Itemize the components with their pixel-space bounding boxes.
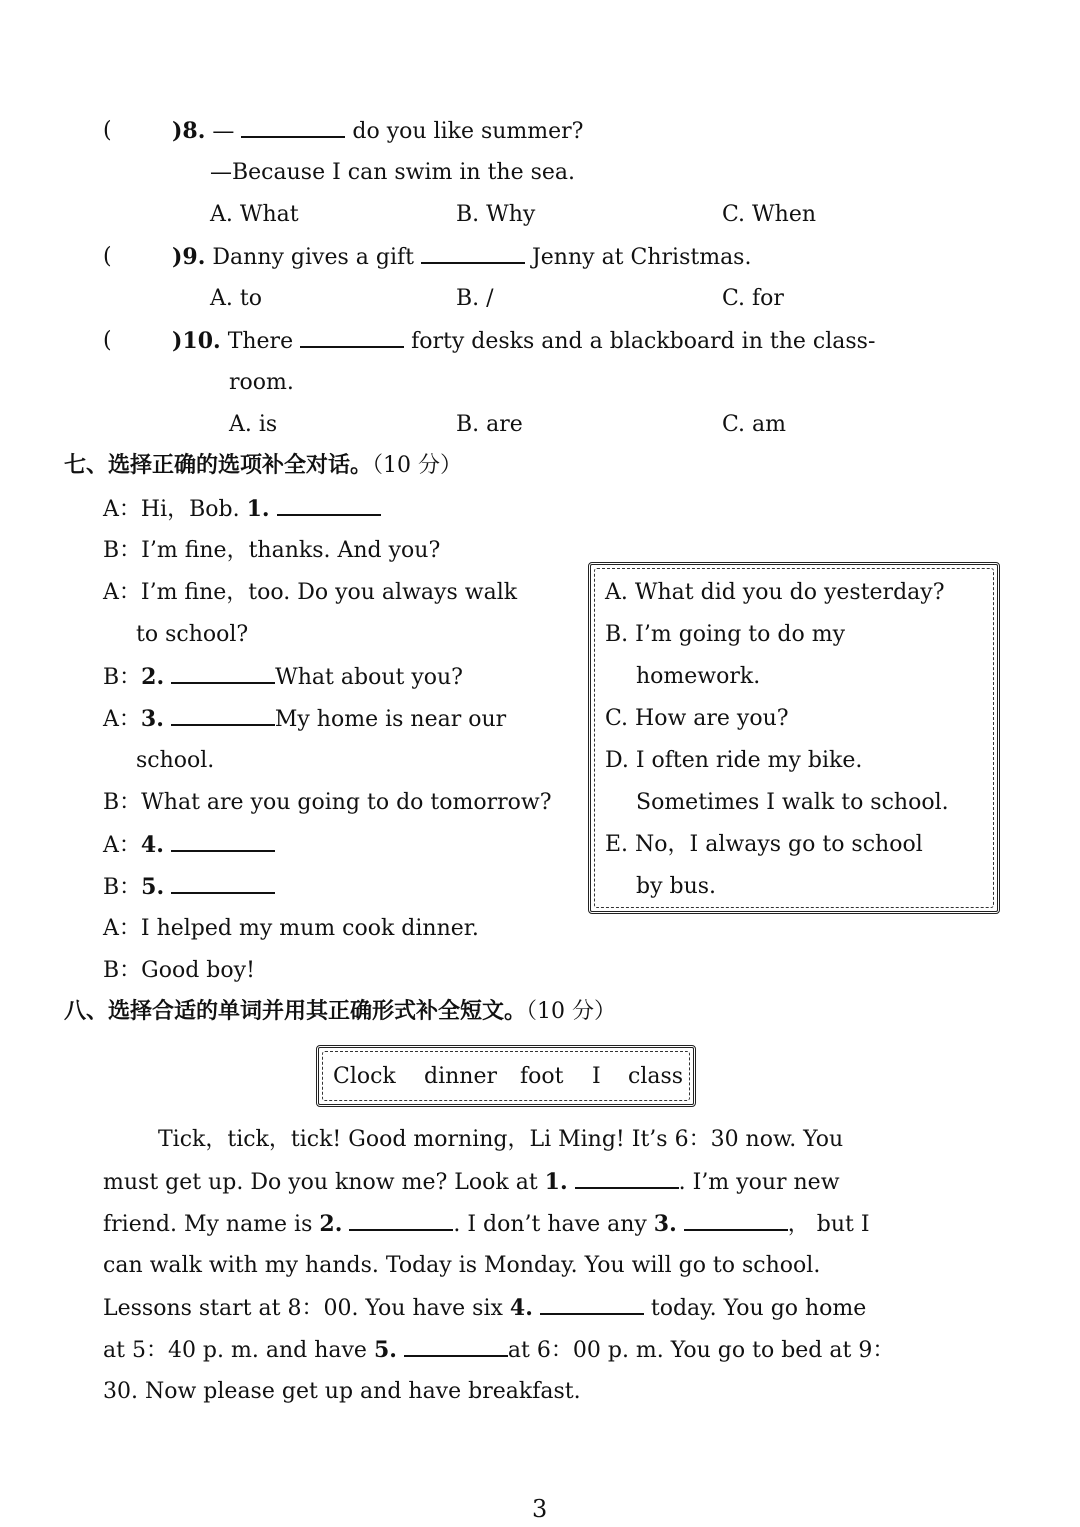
q9-number: )9. [172, 244, 206, 270]
q8-number: )8. [172, 118, 206, 144]
q10-stem-end: forty desks and a blackboard in the class- [411, 329, 876, 354]
dialogue-line-3: A：I’m fine，too. Do you always walk [103, 580, 518, 605]
options-box [588, 562, 1000, 914]
passage-line-3-mid: . I don’t have any [453, 1212, 647, 1237]
passage-blank-5[interactable] [404, 1354, 508, 1357]
section-7-heading [64, 455, 462, 477]
dialogue-blank-2-number: 2. [141, 664, 165, 690]
dialogue-line-9: A：I helped my mum cook dinner. [103, 916, 479, 941]
q10-option-c[interactable]: C. am [722, 412, 787, 437]
option-e-cont: by bus. [636, 874, 717, 899]
passage-line-7: 30. Now please get up and have breakfast. [103, 1379, 581, 1404]
q8-dash: — [212, 119, 235, 144]
q9-option-b[interactable]: B. / [456, 286, 494, 311]
passage-blank-1-number: 1. [544, 1169, 568, 1195]
dialogue-line-5 [103, 708, 506, 731]
dialogue-blank-4[interactable] [171, 849, 275, 852]
dialogue-line-5-text: My home is near our [274, 707, 507, 732]
passage-blank-3[interactable] [684, 1228, 788, 1231]
dialogue-line-4-speaker: B： [103, 665, 142, 690]
section-7-title: 七、选择正确的选项补全对话。 [64, 453, 373, 478]
q8-option-b[interactable]: B. Why [456, 202, 536, 227]
q8-blank[interactable] [241, 135, 345, 138]
dialogue-blank-2[interactable] [171, 681, 275, 684]
dialogue-blank-4-number: 4. [140, 832, 164, 858]
q8-option-c[interactable]: C. When [722, 202, 817, 227]
page-number: 3 [532, 1495, 548, 1523]
option-d[interactable]: D. I often ride my bike. [605, 748, 863, 773]
word-bank-clock: Clock [333, 1064, 396, 1089]
dialogue-line-6: B：What are you going to do tomorrow? [103, 790, 552, 815]
passage-line-5 [103, 1297, 866, 1320]
q9-option-a[interactable]: A. to [210, 286, 262, 311]
question-8 [172, 120, 583, 143]
dialogue-line-1 [103, 498, 381, 521]
section-8-title: 八、选择合适的单词并用其正确形式补全短文。 [64, 999, 527, 1024]
dialogue-line-2: B：I’m fine，thanks. And you? [103, 538, 441, 563]
q10-paren: ( [103, 328, 112, 353]
passage-line-6-start: at 5：40 p. m. and have [103, 1338, 367, 1363]
question-9 [172, 246, 751, 269]
passage-blank-1[interactable] [575, 1186, 679, 1189]
q9-option-c[interactable]: C. for [722, 286, 784, 311]
passage-line-5-start: Lessons start at 8：00. You have six [103, 1296, 503, 1321]
word-bank-foot: foot [520, 1064, 564, 1089]
q8-option-a[interactable]: A. What [210, 202, 299, 227]
q9-stem-end: Jenny at Christmas. [531, 245, 752, 270]
dialogue-blank-3[interactable] [171, 723, 275, 726]
passage-line-3-start: friend. My name is [103, 1212, 313, 1237]
dialogue-blank-5-number: 5. [141, 874, 165, 900]
passage-blank-5-number: 5. [373, 1337, 397, 1363]
dialogue-line-7 [103, 834, 275, 857]
passage-line-2 [103, 1171, 840, 1194]
dialogue-line-4 [103, 666, 463, 689]
q10-blank[interactable] [300, 345, 404, 348]
dialogue-line-10: B：Good boy! [103, 958, 255, 983]
passage-line-3 [103, 1213, 870, 1236]
q8-paren: ( [103, 118, 112, 143]
option-b-cont: homework. [636, 664, 761, 689]
q8-reply: —Because I can swim in the sea. [210, 160, 576, 185]
passage-blank-2[interactable] [349, 1228, 453, 1231]
question-10 [172, 330, 875, 353]
dialogue-line-5-speaker: A： [103, 707, 141, 732]
passage-line-2-end: . I’m your new [678, 1170, 840, 1195]
section-7-points: （10 分） [372, 453, 463, 478]
option-b[interactable]: B. I’m going to do my [605, 622, 845, 647]
q9-paren: ( [103, 244, 112, 269]
section-8-heading [64, 1001, 616, 1023]
q9-stem-start: Danny gives a gift [212, 245, 414, 270]
word-bank-i: I [592, 1064, 601, 1089]
q10-stem-cont: room. [229, 370, 294, 395]
section-8-points: （10 分） [526, 999, 617, 1024]
word-bank-class: class [628, 1064, 684, 1089]
dialogue-line-3-cont: to school? [136, 622, 249, 647]
dialogue-blank-3-number: 3. [140, 706, 164, 732]
passage-blank-4-number: 4. [509, 1295, 533, 1321]
passage-line-2-start: must get up. Do you know me? Look at [103, 1170, 538, 1195]
passage-blank-4[interactable] [540, 1312, 644, 1315]
passage-line-4: can walk with my hands. Today is Monday. You will go to school. [103, 1253, 821, 1278]
word-bank-dinner: dinner [424, 1064, 497, 1089]
passage-line-1: Tick，tick，tick! Good morning，Li Ming! It’s 6：30 now. You [158, 1127, 844, 1152]
q10-stem-start: There [227, 329, 294, 354]
passage-blank-3-number: 3. [653, 1211, 677, 1237]
option-d-cont: Sometimes I walk to school. [636, 790, 949, 815]
option-e[interactable]: E. No，I always go to school [605, 832, 923, 857]
q10-number: )10. [172, 328, 221, 354]
dialogue-line-8-speaker: B： [103, 875, 142, 900]
dialogue-line-5-cont: school. [136, 748, 215, 773]
q8-stem: do you like summer? [352, 119, 584, 144]
dialogue-line-1-text: A：Hi，Bob. [103, 497, 240, 522]
q10-option-b[interactable]: B. are [456, 412, 523, 437]
dialogue-blank-5[interactable] [171, 891, 275, 894]
dialogue-line-8 [103, 876, 275, 899]
passage-line-3-end: ， but I [787, 1212, 870, 1237]
option-c[interactable]: C. How are you? [605, 706, 789, 731]
q10-option-a[interactable]: A. is [229, 412, 278, 437]
dialogue-line-4-text: What about you? [275, 665, 463, 690]
dialogue-blank-1[interactable] [277, 513, 381, 516]
passage-line-6 [103, 1339, 894, 1362]
passage-blank-2-number: 2. [319, 1211, 343, 1237]
dialogue-line-7-speaker: A： [103, 833, 141, 858]
passage-line-5-end: today. You go home [650, 1296, 867, 1321]
passage-line-6-end: at 6：00 p. m. You go to bed at 9： [507, 1338, 895, 1363]
option-a[interactable]: A. What did you do yesterday? [605, 580, 945, 605]
dialogue-blank-1-number: 1. [246, 496, 270, 522]
q9-blank[interactable] [421, 261, 525, 264]
